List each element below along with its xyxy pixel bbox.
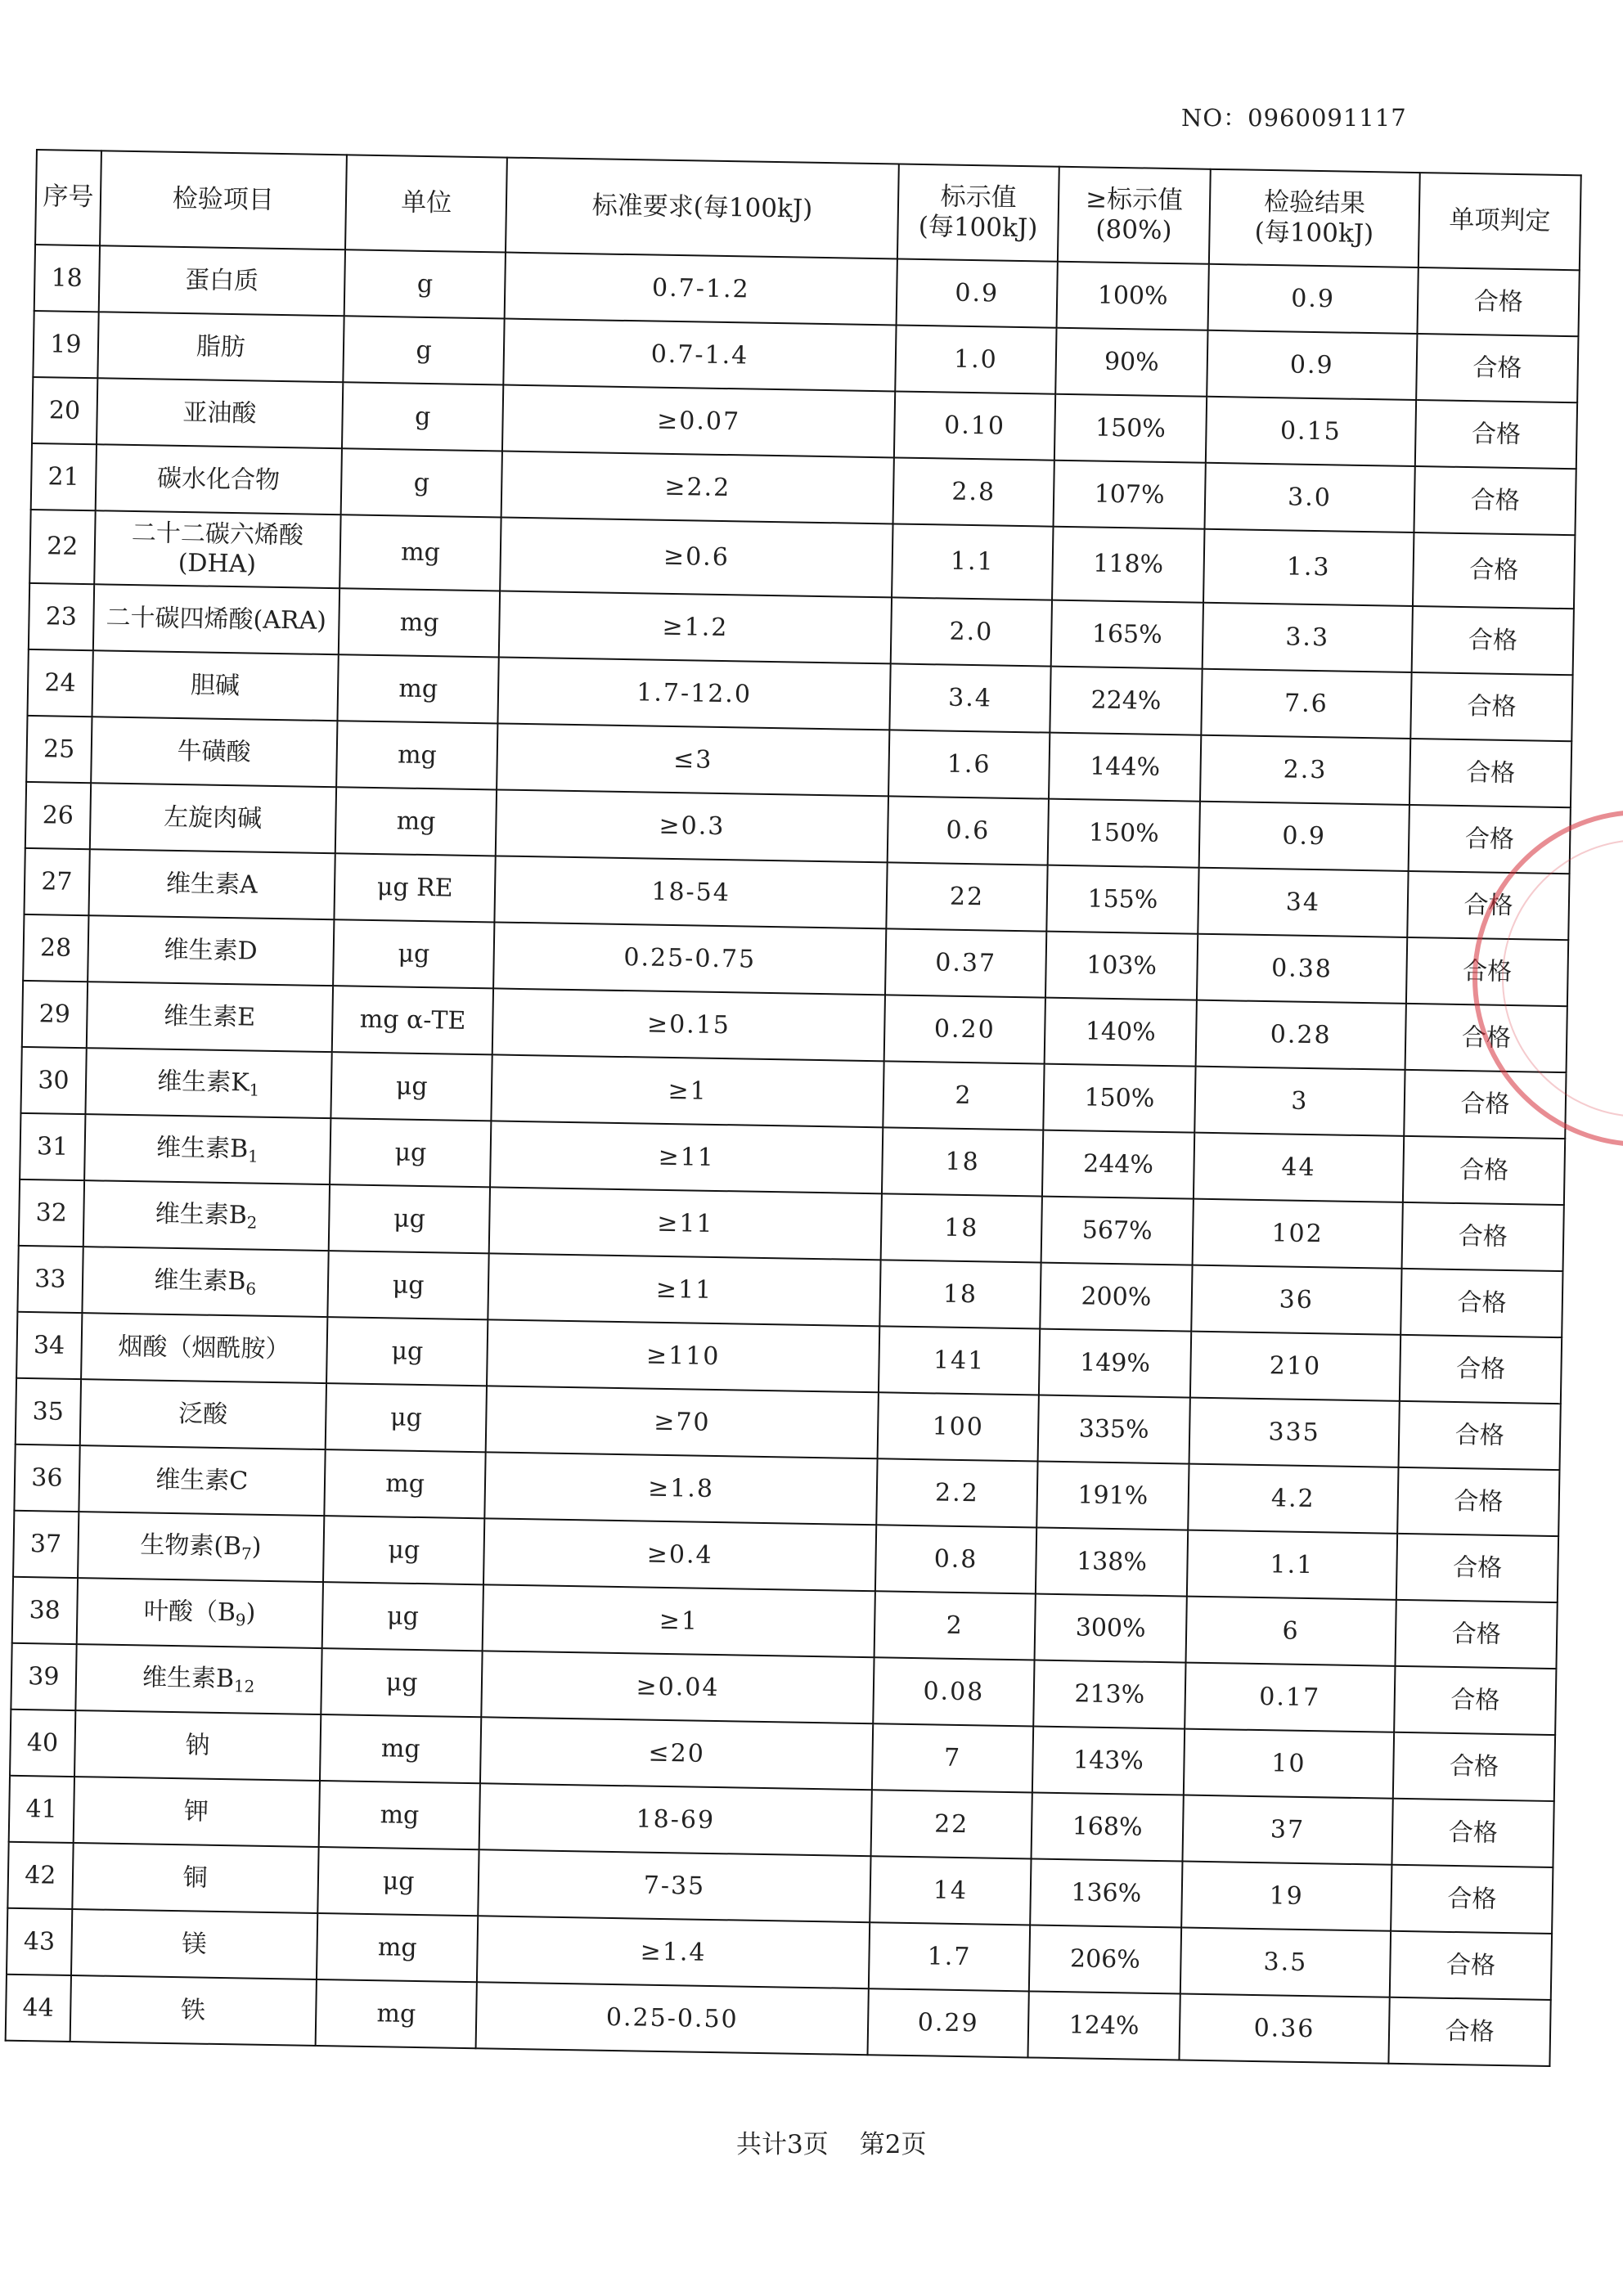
item-name: 蛋白质 bbox=[184, 265, 259, 296]
cell-label-value: 0.6 bbox=[887, 796, 1049, 865]
cell-standard: 7-35 bbox=[479, 1849, 870, 1922]
cell-result: 0.38 bbox=[1197, 934, 1408, 1004]
cell-result: 335 bbox=[1189, 1398, 1400, 1467]
cell-item bbox=[74, 1710, 321, 1781]
item-name: 维生素B bbox=[155, 1199, 248, 1229]
item-name: 维生素D bbox=[164, 935, 258, 966]
cell-result: 0.28 bbox=[1195, 1000, 1406, 1070]
header-judgment: 单项判定 bbox=[1418, 173, 1581, 270]
cell-ge-label: 213% bbox=[1034, 1660, 1186, 1728]
cell-unit: g bbox=[340, 448, 502, 517]
cell-seq: 20 bbox=[32, 377, 97, 444]
cell-seq: 19 bbox=[33, 311, 98, 378]
cell-unit: μg bbox=[323, 1516, 485, 1584]
cell-standard: ≥11 bbox=[489, 1187, 881, 1260]
cell-item bbox=[97, 312, 344, 382]
cell-unit: μg bbox=[329, 1184, 491, 1253]
cell-result: 0.9 bbox=[1207, 330, 1418, 400]
cell-seq: 18 bbox=[34, 245, 100, 312]
cell-standard: ≥1.8 bbox=[485, 1452, 877, 1525]
cell-judgment: 合格 bbox=[1389, 1997, 1551, 2066]
cell-standard: ≥70 bbox=[486, 1386, 878, 1458]
cell-judgment: 合格 bbox=[1405, 1004, 1567, 1072]
cell-unit: mg bbox=[337, 654, 499, 723]
item-name: 维生素K bbox=[156, 1067, 250, 1097]
cell-standard: ≥0.4 bbox=[483, 1518, 875, 1591]
cell-judgment: 合格 bbox=[1409, 805, 1571, 874]
cell-standard: 0.7-1.2 bbox=[505, 253, 897, 326]
header-item: 检验项目 bbox=[100, 151, 347, 249]
cell-unit: g bbox=[344, 249, 506, 318]
cell-unit: mg bbox=[324, 1449, 486, 1518]
cell-judgment: 合格 bbox=[1414, 466, 1576, 535]
cell-item bbox=[76, 1578, 322, 1648]
cell-unit: mg bbox=[317, 1913, 479, 1982]
cell-label-value: 18 bbox=[879, 1260, 1041, 1328]
cell-item bbox=[92, 584, 339, 654]
item-subscript: 1 bbox=[249, 1079, 260, 1100]
cell-label-value: 2 bbox=[874, 1591, 1036, 1660]
cell-unit: mg bbox=[339, 514, 501, 591]
cell-item bbox=[71, 1909, 317, 1979]
cell-ge-label: 150% bbox=[1054, 394, 1207, 463]
cell-label-value: 7 bbox=[872, 1723, 1034, 1792]
cell-unit: mg bbox=[315, 1979, 477, 2048]
item-name: 碳水化合物 bbox=[156, 464, 281, 495]
cell-ge-label: 103% bbox=[1045, 932, 1198, 1000]
item-name: 泛酸 bbox=[178, 1399, 228, 1429]
cell-seq: 28 bbox=[23, 914, 88, 982]
cell-ge-label: 144% bbox=[1049, 733, 1201, 802]
cell-standard: ≤20 bbox=[480, 1717, 872, 1790]
cell-seq: 35 bbox=[16, 1378, 81, 1445]
cell-item bbox=[89, 783, 335, 853]
cell-unit: mg bbox=[335, 787, 497, 856]
cell-result: 34 bbox=[1198, 868, 1409, 937]
cell-standard: ≥110 bbox=[487, 1319, 879, 1392]
cell-standard: ≥1 bbox=[483, 1584, 874, 1657]
cell-item bbox=[83, 1180, 329, 1251]
item-name: 维生素B bbox=[142, 1662, 235, 1693]
cell-ge-label: 200% bbox=[1041, 1263, 1193, 1332]
cell-item bbox=[88, 849, 335, 919]
cell-ge-label: 155% bbox=[1047, 865, 1199, 934]
cell-seq: 33 bbox=[17, 1246, 83, 1313]
cell-judgment: 合格 bbox=[1396, 1534, 1558, 1602]
cell-standard: ≥0.15 bbox=[492, 988, 884, 1061]
cell-judgment: 合格 bbox=[1409, 739, 1571, 807]
cell-result: 0.9 bbox=[1198, 802, 1409, 871]
cell-unit: μg bbox=[326, 1317, 488, 1386]
cell-result: 1.1 bbox=[1186, 1530, 1397, 1600]
cell-seq: 37 bbox=[13, 1511, 79, 1578]
cell-label-value: 14 bbox=[870, 1856, 1032, 1925]
cell-item bbox=[79, 1379, 326, 1449]
cell-ge-label: 138% bbox=[1036, 1528, 1188, 1597]
cell-unit: μg bbox=[321, 1582, 483, 1651]
cell-label-value: 0.29 bbox=[867, 1988, 1029, 2057]
cell-result: 0.17 bbox=[1185, 1663, 1396, 1732]
cell-item bbox=[81, 1313, 327, 1383]
cell-judgment: 合格 bbox=[1408, 871, 1570, 940]
cell-result: 3 bbox=[1194, 1067, 1405, 1136]
cell-standard: ≥1 bbox=[492, 1054, 883, 1127]
cell-item bbox=[85, 1048, 331, 1118]
cell-ge-label: 335% bbox=[1038, 1395, 1190, 1464]
cell-ge-label: 244% bbox=[1042, 1130, 1194, 1199]
cell-seq: 44 bbox=[6, 1975, 71, 2042]
item-name: 钠 bbox=[185, 1730, 210, 1760]
cell-label-value: 2.2 bbox=[876, 1458, 1038, 1527]
cell-judgment: 合格 bbox=[1397, 1467, 1559, 1536]
cell-unit: μg bbox=[326, 1383, 488, 1452]
cell-standard: ≥0.07 bbox=[502, 385, 894, 458]
cell-standard: ≥11 bbox=[488, 1253, 880, 1326]
cell-result: 44 bbox=[1193, 1133, 1404, 1202]
cell-judgment: 合格 bbox=[1412, 606, 1574, 675]
cell-standard: ≥0.6 bbox=[501, 517, 893, 597]
page-footer bbox=[736, 2123, 926, 2160]
cell-label-value: 100 bbox=[877, 1392, 1039, 1461]
cell-seq: 40 bbox=[10, 1710, 75, 1777]
cell-seq: 39 bbox=[11, 1643, 76, 1710]
cell-unit: μg bbox=[333, 919, 495, 988]
item-name: 二十二碳六烯酸 (DHA) bbox=[131, 519, 304, 579]
cell-standard: 18-54 bbox=[495, 856, 887, 928]
item-name: 左旋肉碱 bbox=[163, 802, 263, 833]
cell-seq: 38 bbox=[12, 1577, 78, 1644]
cell-ge-label: 140% bbox=[1045, 998, 1197, 1067]
cell-seq: 29 bbox=[22, 981, 88, 1048]
cell-result: 0.15 bbox=[1205, 397, 1416, 466]
cell-result: 0.36 bbox=[1179, 1993, 1390, 2063]
cell-ge-label: 567% bbox=[1041, 1197, 1194, 1265]
cell-label-value: 0.9 bbox=[896, 258, 1058, 327]
cell-result: 210 bbox=[1189, 1332, 1400, 1401]
cell-seq: 23 bbox=[29, 583, 94, 650]
header-ge-label: ≥标示值 (80%) bbox=[1058, 167, 1210, 264]
cell-judgment: 合格 bbox=[1418, 267, 1580, 336]
cell-judgment: 合格 bbox=[1391, 1865, 1553, 1934]
item-name: 维生素B bbox=[155, 1133, 249, 1163]
cell-label-value: 1.6 bbox=[888, 730, 1050, 798]
item-suffix: ) bbox=[245, 1598, 256, 1628]
cell-seq: 31 bbox=[20, 1113, 85, 1180]
cell-standard: ≥1.2 bbox=[499, 591, 891, 663]
cell-result: 3.3 bbox=[1202, 603, 1413, 672]
cell-item bbox=[78, 1512, 324, 1582]
cell-item bbox=[72, 1843, 318, 1913]
cell-label-value: 0.37 bbox=[885, 928, 1047, 997]
cell-label-value: 0.20 bbox=[883, 995, 1045, 1063]
cell-ge-label: 118% bbox=[1052, 527, 1204, 603]
cell-standard: 1.7-12.0 bbox=[498, 657, 890, 730]
cell-label-value: 18 bbox=[882, 1127, 1044, 1196]
cell-label-value: 0.8 bbox=[875, 1525, 1037, 1593]
item-name: 铁 bbox=[180, 1995, 206, 2025]
cell-judgment: 合格 bbox=[1406, 937, 1568, 1006]
cell-unit: mg bbox=[320, 1714, 482, 1783]
item-subscript: 1 bbox=[247, 1145, 259, 1166]
cell-ge-label: 124% bbox=[1028, 1991, 1180, 2060]
cell-label-value: 1.0 bbox=[895, 325, 1057, 393]
item-name: 维生素E bbox=[163, 1001, 256, 1032]
cell-seq: 41 bbox=[9, 1776, 74, 1843]
cell-label-value: 0.10 bbox=[894, 391, 1056, 460]
item-name: 亚油酸 bbox=[182, 398, 257, 429]
header-result: 检验结果 (每100kJ) bbox=[1208, 169, 1420, 267]
cell-item bbox=[92, 650, 338, 721]
item-name: 胆碱 bbox=[190, 670, 241, 700]
cell-seq: 42 bbox=[7, 1842, 73, 1909]
cell-item bbox=[97, 378, 343, 448]
cell-ge-label: 191% bbox=[1037, 1462, 1189, 1530]
cell-result: 1.3 bbox=[1203, 529, 1414, 606]
cell-seq: 25 bbox=[26, 716, 92, 783]
cell-seq: 21 bbox=[31, 443, 97, 510]
cell-label-value: 141 bbox=[879, 1326, 1041, 1395]
cell-standard: ≥0.3 bbox=[496, 789, 888, 862]
item-name: 脂肪 bbox=[196, 331, 246, 362]
cell-item bbox=[88, 915, 334, 986]
cell-label-value: 22 bbox=[870, 1790, 1032, 1858]
cell-unit: μg bbox=[330, 1118, 492, 1187]
current-page: 第2页 bbox=[859, 2130, 927, 2159]
cell-result: 36 bbox=[1191, 1265, 1402, 1335]
cell-result: 37 bbox=[1182, 1795, 1393, 1865]
cell-ge-label: 136% bbox=[1031, 1858, 1183, 1927]
cell-item bbox=[84, 1114, 330, 1184]
cell-item bbox=[86, 982, 332, 1052]
cell-judgment: 合格 bbox=[1415, 400, 1577, 469]
cell-judgment: 合格 bbox=[1400, 1335, 1562, 1404]
cell-unit: mg α-TE bbox=[332, 986, 494, 1054]
item-name: 牛磺酸 bbox=[177, 736, 251, 766]
cell-judgment: 合格 bbox=[1413, 532, 1575, 609]
cell-judgment: 合格 bbox=[1394, 1666, 1556, 1735]
cell-seq: 36 bbox=[14, 1445, 79, 1512]
item-name: 维生素B bbox=[154, 1265, 246, 1296]
cell-result: 19 bbox=[1181, 1862, 1392, 1931]
cell-seq: 43 bbox=[7, 1908, 72, 1975]
item-subscript: 12 bbox=[233, 1675, 255, 1696]
cell-judgment: 合格 bbox=[1399, 1401, 1561, 1470]
cell-ge-label: 224% bbox=[1050, 667, 1203, 735]
cell-judgment: 合格 bbox=[1404, 1070, 1566, 1139]
cell-ge-label: 90% bbox=[1056, 328, 1208, 397]
cell-judgment: 合格 bbox=[1416, 334, 1578, 402]
cell-result: 10 bbox=[1183, 1729, 1394, 1799]
cell-result: 3.5 bbox=[1180, 1928, 1391, 1997]
cell-seq: 27 bbox=[24, 848, 89, 915]
cell-label-value: 1.1 bbox=[892, 523, 1054, 600]
cell-item bbox=[98, 245, 344, 316]
cell-judgment: 合格 bbox=[1392, 1799, 1554, 1867]
item-name: 二十碳四烯酸(ARA) bbox=[106, 603, 327, 636]
cell-item bbox=[95, 444, 341, 514]
cell-ge-label: 150% bbox=[1048, 799, 1200, 868]
cell-judgment: 合格 bbox=[1403, 1136, 1565, 1205]
report-number: NO：0960091117 bbox=[1181, 104, 1407, 132]
cell-unit: μg RE bbox=[334, 853, 496, 922]
item-subscript: 9 bbox=[235, 1609, 246, 1629]
cell-judgment: 合格 bbox=[1393, 1732, 1555, 1801]
cell-item bbox=[91, 717, 337, 787]
cell-ge-label: 107% bbox=[1054, 461, 1206, 529]
cell-judgment: 合格 bbox=[1400, 1269, 1562, 1337]
cell-item bbox=[82, 1247, 328, 1317]
cell-label-value: 2.8 bbox=[892, 457, 1054, 526]
item-subscript: 7 bbox=[241, 1543, 252, 1564]
cell-judgment: 合格 bbox=[1411, 672, 1573, 741]
cell-result: 0.9 bbox=[1207, 264, 1418, 334]
cell-item bbox=[79, 1445, 325, 1516]
cell-standard: ≥0.04 bbox=[482, 1651, 874, 1723]
item-name: 维生素A bbox=[165, 869, 258, 900]
cell-result: 6 bbox=[1185, 1597, 1396, 1666]
item-subscript: 2 bbox=[246, 1211, 258, 1233]
cell-ge-label: 165% bbox=[1051, 600, 1203, 669]
cell-label-value: 2 bbox=[883, 1061, 1045, 1130]
cell-standard: 0.25-0.75 bbox=[494, 922, 886, 995]
cell-result: 3.0 bbox=[1204, 463, 1415, 532]
cell-result: 7.6 bbox=[1201, 669, 1412, 739]
cell-seq: 32 bbox=[19, 1179, 84, 1247]
cell-standard: ≤3 bbox=[497, 723, 889, 796]
cell-unit: μg bbox=[317, 1847, 479, 1916]
cell-unit: g bbox=[342, 382, 504, 451]
cell-judgment: 合格 bbox=[1390, 1931, 1552, 2000]
cell-label-value: 0.08 bbox=[873, 1657, 1035, 1726]
table-body bbox=[6, 245, 1580, 2066]
cell-unit: mg bbox=[336, 721, 498, 789]
cell-seq: 34 bbox=[16, 1312, 82, 1379]
item-suffix: ) bbox=[251, 1532, 262, 1561]
cell-standard: ≥2.2 bbox=[501, 452, 893, 524]
cell-label-value: 18 bbox=[880, 1193, 1042, 1262]
cell-standard: 18-69 bbox=[479, 1783, 871, 1856]
cell-seq: 24 bbox=[28, 649, 93, 717]
cell-ge-label: 150% bbox=[1044, 1064, 1196, 1133]
cell-item bbox=[70, 1975, 316, 2046]
cell-unit: g bbox=[343, 316, 505, 384]
cell-judgment: 合格 bbox=[1402, 1202, 1564, 1271]
cell-ge-label: 149% bbox=[1039, 1329, 1191, 1398]
header-seq: 序号 bbox=[35, 150, 101, 245]
cell-unit: μg bbox=[321, 1648, 483, 1717]
cell-ge-label: 168% bbox=[1032, 1792, 1184, 1861]
item-name: 维生素C bbox=[155, 1465, 249, 1496]
cell-unit: mg bbox=[339, 588, 501, 657]
cell-item bbox=[94, 510, 341, 588]
inspection-table bbox=[5, 149, 1582, 2067]
cell-result: 2.3 bbox=[1200, 735, 1411, 805]
total-pages: 共计3页 bbox=[736, 2130, 829, 2159]
item-name: 烟酸（烟酰胺） bbox=[118, 1332, 290, 1364]
cell-unit: mg bbox=[318, 1781, 480, 1849]
header-standard: 标准要求(每100kJ) bbox=[506, 158, 898, 259]
item-name: 叶酸（B bbox=[143, 1596, 236, 1627]
cell-label-value: 2.0 bbox=[890, 597, 1052, 666]
cell-ge-label: 206% bbox=[1029, 1925, 1181, 1993]
header-unit: 单位 bbox=[345, 155, 508, 252]
cell-unit: μg bbox=[330, 1052, 492, 1121]
cell-unit: μg bbox=[327, 1251, 489, 1319]
cell-judgment: 合格 bbox=[1396, 1600, 1558, 1669]
cell-seq: 22 bbox=[29, 510, 95, 584]
cell-label-value: 1.7 bbox=[869, 1922, 1031, 1991]
cell-seq: 26 bbox=[25, 782, 91, 849]
cell-standard: 0.7-1.4 bbox=[504, 319, 896, 392]
cell-ge-label: 100% bbox=[1057, 262, 1209, 330]
cell-item bbox=[73, 1777, 319, 1847]
cell-label-value: 22 bbox=[886, 862, 1048, 931]
cell-standard: ≥11 bbox=[491, 1121, 883, 1193]
cell-result: 4.2 bbox=[1188, 1464, 1399, 1534]
item-name: 镁 bbox=[182, 1929, 207, 1959]
item-subscript: 6 bbox=[245, 1278, 257, 1299]
cell-standard: 0.25-0.50 bbox=[476, 1982, 868, 2055]
cell-result: 102 bbox=[1192, 1199, 1403, 1269]
cell-ge-label: 300% bbox=[1035, 1594, 1187, 1663]
item-name: 生物素(B bbox=[140, 1530, 242, 1561]
cell-item bbox=[75, 1644, 321, 1714]
item-name: 钾 bbox=[183, 1796, 209, 1826]
cell-standard: ≥1.4 bbox=[477, 1916, 869, 1988]
cell-ge-label: 143% bbox=[1032, 1726, 1185, 1795]
item-name: 铜 bbox=[182, 1862, 209, 1893]
cell-seq: 30 bbox=[20, 1047, 86, 1114]
cell-label-value: 3.4 bbox=[889, 663, 1051, 732]
header-label-value: 标示值 (每100kJ) bbox=[897, 164, 1060, 261]
